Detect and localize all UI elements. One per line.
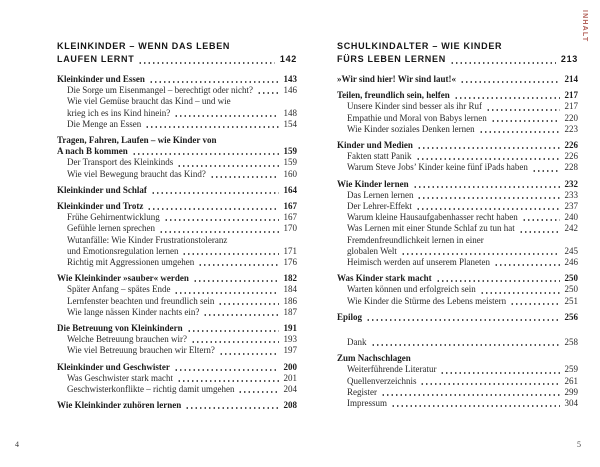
dot-leader [486,109,560,111]
page-ref: 193 [283,334,297,345]
page-ref: 259 [564,364,578,375]
toc-entry-text: Später Anfang – spätes Ende [67,284,171,295]
dot-leader [149,81,279,83]
toc-entry [57,307,297,318]
toc-section-title [57,273,297,284]
toc-entry-text: Quellenverzeichnis [347,375,417,386]
page-ref: 143 [283,74,297,84]
toc-entries [57,85,297,130]
toc-section [57,323,297,357]
dot-leader [480,292,560,294]
dot-leader [436,280,560,282]
toc-section-title-text: A nach B kommen [57,146,128,157]
toc-entries [337,337,578,348]
toc-section [57,74,297,130]
toc-entry [337,376,578,387]
page-ref: 160 [283,168,297,179]
toc-section-title-text: Wie Kleinkinder zuhören lernen [57,400,182,411]
toc-entry [337,398,578,409]
dot-leader [164,219,279,221]
inhalt-side-tab: INHALT [581,10,588,43]
toc-entry [57,96,297,107]
toc-section-title-text: Zum Nachschlagen [337,353,411,364]
page-ref: 237 [564,201,578,212]
dot-leader [174,115,278,117]
toc-entry-text: Fakten statt Panik [347,151,412,162]
chapter-title-line: LAUFEN LERNT [57,54,135,64]
chapter-title-line: KLEINKINDER – WENN DAS LEBEN [57,41,231,51]
page-ref: 226 [564,140,578,151]
dot-leader [510,303,559,305]
toc-entries [337,284,578,306]
toc-entry-text: Warum Steve Jobs’ Kinder keine fünf iPads haben [347,162,528,173]
dot-leader [450,62,556,64]
page-ref: 213 [560,54,578,64]
toc-entry [337,235,578,246]
page-ref: 191 [283,323,297,334]
toc-section-title [337,74,578,85]
toc-section-title [57,146,297,157]
chapter-title-row [57,53,297,66]
toc-entry [57,373,297,384]
page-ref: 167 [283,201,297,212]
page-ref: 233 [564,189,578,200]
toc-entry-text: Empathie und Moral von Babys lernen [347,112,487,123]
toc-section-title-text: Wie Kleinkinder »sauber« werden [57,273,189,284]
dot-leader [417,197,559,199]
toc-entry-text: Gefühle lernen sprechen [67,223,155,234]
dot-leader [371,344,560,346]
page-ref: 197 [283,345,297,356]
dot-leader [185,407,278,409]
page-ref: 217 [564,90,578,101]
page-ref: 164 [283,184,297,195]
toc-section-title-text: Kleinkinder und Geschwister [57,361,170,372]
toc-entry-text: Das Lernen lernen [347,189,414,200]
dot-leader [532,170,560,172]
page-ref: 171 [283,245,297,256]
toc-section-title [337,140,578,151]
dot-leader [440,372,559,374]
dot-leader [138,62,274,64]
page-ref: 242 [564,223,578,234]
toc-entry-text: Wie lange nässen Kinder nachts ein? [67,306,200,317]
toc-section-title [337,353,578,364]
toc-section [337,312,578,348]
folio-right: 5 [577,440,581,449]
dot-leader [494,264,560,266]
dot-leader [159,231,279,233]
toc-section-title-text: »Wir sind hier! Wir sind laut!« [337,74,456,84]
toc-entry [337,162,578,173]
dot-leader [391,405,560,407]
toc-entry-text: Dank [347,337,367,348]
toc-section [57,201,297,268]
dot-leader [203,314,278,316]
toc-entries [57,284,297,318]
toc-entry-text: Welche Betreuung brauchen wir? [67,334,187,345]
page-ref: 154 [283,118,297,129]
toc-entry-text: Was Geschwister stark macht [67,372,173,383]
toc-sections-right [337,74,578,409]
toc-section-title [57,74,297,85]
toc-entry-text: Heimisch werden auf unserem Planeten [347,257,490,268]
toc-entry [57,257,297,268]
toc-entry [337,101,578,112]
dot-leader [210,176,279,178]
toc-entry [337,364,578,375]
toc-section-title [57,135,297,146]
page-ref: 214 [564,74,578,84]
folio-left: 4 [15,440,19,449]
page-ref: 261 [564,375,578,386]
toc-entry-text: Lernfenster beachten und freundlich sein [67,295,215,306]
toc-entries [337,190,578,268]
toc-entry [337,284,578,295]
dot-leader [401,253,560,255]
toc-entry [57,384,297,395]
toc-entry [57,334,297,345]
dot-leader [366,319,559,321]
page-ref: 201 [283,372,297,383]
toc-section-title [57,323,297,334]
dot-leader [479,131,560,133]
toc-section-title [57,362,297,373]
dot-leader [522,219,560,221]
toc-entry [57,119,297,130]
toc-entry [57,235,297,246]
toc-entry-text: und Emotionsregulation lernen [67,245,179,256]
page-ref: 299 [564,386,578,397]
page-ref: 250 [564,273,578,284]
toc-section [337,90,578,135]
toc-entry-text: Wie viel Betreuung brauchen wir Eltern? [67,345,215,356]
toc-entry-text: Warum kleine Hausaufgabenhasser recht haben [347,212,518,223]
toc-entry [337,201,578,212]
toc-entry-text: Richtig mit Aggressionen umgehen [67,257,195,268]
toc-section [337,179,578,269]
toc-section [57,135,297,180]
toc-section-title [337,179,578,190]
page-ref: 251 [564,295,578,306]
page-ref: 142 [279,54,297,64]
toc-entry [337,387,578,398]
toc-entry-text: Wie Kinder die Stürme des Lebens meistern [347,295,507,306]
dot-leader [416,208,560,210]
toc-entry [337,223,578,234]
toc-entry-text: Wie viel Gemüse braucht das Kind – und wie [67,96,231,107]
dot-leader [416,158,560,160]
dot-leader [519,231,560,233]
dot-leader [198,264,278,266]
page-ref: 256 [564,311,578,322]
toc-entry-text: Die Menge an Essen [67,118,142,129]
page-ref: 223 [564,123,578,134]
toc-section-title [337,273,578,284]
page-ref: 232 [564,178,578,189]
page-ref: 170 [283,223,297,234]
toc-entry [337,190,578,201]
toc-section [57,185,297,196]
dot-leader [193,280,279,282]
toc-entry-text: globalen Welt [347,245,397,256]
page-ref: 187 [283,306,297,317]
page-ref: 246 [564,257,578,268]
toc-section-title [57,201,297,212]
page-ref: 220 [564,112,578,123]
toc-entry [337,246,578,257]
dot-leader [381,394,560,396]
toc-entry [57,212,297,223]
toc-section-title-text: Tragen, Fahren, Laufen – wie Kinder von [57,135,217,146]
page-ref: 204 [283,384,297,395]
page-ref: 148 [283,107,297,118]
toc-section-title [57,400,297,411]
toc-entry-text: Der Lehrer-Effekt [347,201,412,212]
toc-entry [57,223,297,234]
page-ref: 182 [283,273,297,284]
toc-entry [57,246,297,257]
toc-entry-text: krieg ich es ins Kind hinein? [67,107,171,118]
chapter-heading-left [57,40,297,66]
toc-section [57,400,297,411]
toc-entry [57,345,297,356]
page-ref: 226 [564,151,578,162]
toc-entries [337,364,578,409]
toc-entry-text: Impressum [347,398,387,409]
toc-section-title [337,90,578,101]
page-ref: 258 [564,337,578,348]
toc-entry-text: Wutanfälle: Wie Kinder Frustrationstoleranz [67,234,228,245]
toc-section-title-text: Epilog [337,311,363,322]
chapter-title-row [337,53,578,66]
toc-section-title-text: Teilen, freundlich sein, helfen [337,90,450,101]
toc-entry-text: Unsere Kinder sind besser als ihr Ruf [347,101,482,112]
page-ref: 228 [564,162,578,173]
chapter-title-row [57,40,297,53]
toc-entry-text: Wie Kinder soziales Denken lernen [347,123,475,134]
toc-entry [337,151,578,162]
page-ref: 146 [283,85,297,96]
dot-leader [454,97,560,99]
dot-leader [151,192,279,194]
toc-section-title-text: Was Kinder stark macht [337,273,432,284]
dot-leader [460,81,560,83]
toc-entry [57,284,297,295]
toc-entry [57,157,297,168]
chapter-heading-right [337,40,578,66]
page-ref: 167 [283,212,297,223]
toc-entries [337,151,578,173]
dot-leader [177,165,278,167]
page-ref: 250 [564,284,578,295]
toc-entry [337,113,578,124]
dot-leader [174,292,278,294]
toc-entry-text: Register [347,386,377,397]
toc-sections-left [57,74,297,411]
toc-entry [57,85,297,96]
toc-section-title-text: Kleinkinder und Trotz [57,201,144,212]
page-ref: 208 [283,400,297,411]
dot-leader [145,126,278,128]
toc-entry-text: Frühe Gehirnentwicklung [67,212,160,223]
toc-entries [57,334,297,356]
toc-section-title-text: Die Betreuung von Kleinkindern [57,323,183,334]
toc-section [337,74,578,85]
dot-leader [132,153,279,155]
toc-page-left [57,40,297,411]
toc-section [57,273,297,318]
page-ref: 159 [283,146,297,157]
toc-section [337,353,578,409]
toc-entries [57,373,297,395]
toc-entry [57,108,297,119]
toc-entry-text: Die Sorge um Eisenmangel – berechtigt oder nicht? [67,85,254,96]
page-ref: 304 [564,398,578,409]
toc-section-title [57,185,297,196]
page-ref: 159 [283,157,297,168]
toc-entry-text: Warten können und erfolgreich sein [347,284,476,295]
dot-leader [219,353,279,355]
toc-entry [337,337,578,348]
toc-section-title-text: Kleinkinder und Essen [57,74,145,84]
chapter-title-row [337,40,578,53]
toc-section [337,273,578,307]
toc-page-right [337,40,578,409]
page-ref: 245 [564,245,578,256]
page-ref: 200 [283,361,297,372]
toc-section [337,140,578,174]
page-ref: 217 [564,101,578,112]
toc-section-title [337,312,578,323]
dot-leader [147,208,278,210]
toc-entry-text: Fremdenfreundlichkeit lernen in einer [347,234,484,245]
page-ref: 240 [564,212,578,223]
dot-leader [187,330,279,332]
dot-leader [417,147,560,149]
toc-section [57,362,297,396]
toc-entry-text: Der Transport des Kleinkinds [67,157,174,168]
toc-entries [337,101,578,135]
toc-entry-text: Geschwisterkonflikte – richtig damit umgehen [67,384,235,395]
toc-entry [337,296,578,307]
toc-entry [337,257,578,268]
toc-entry-text: Wie viel Bewegung braucht das Kind? [67,168,206,179]
toc-entries [57,157,297,179]
toc-entries [57,212,297,268]
page-ref: 186 [283,295,297,306]
toc-section-title-text: Kleinkinder und Schlaf [57,184,147,195]
dot-leader [238,391,278,393]
chapter-title-line: SCHULKINDALTER – WIE KINDER [337,41,503,51]
page-ref: 184 [283,284,297,295]
chapter-title-line: FÜRS LEBEN LERNEN [337,54,446,64]
toc-entry [337,212,578,223]
dot-leader [182,253,278,255]
dot-leader [257,92,278,94]
dot-leader [218,303,278,305]
dot-leader [491,120,560,122]
toc-section-title-text: Wie Kinder lernen [337,178,409,189]
toc-entry-text: Was Lernen mit einer Stunde Schlaf zu tun hat [347,223,515,234]
dot-leader [191,341,279,343]
page-ref: 176 [283,257,297,268]
toc-entry-text: Weiterführende Literatur [347,364,437,375]
dot-leader [177,380,279,382]
toc-entry [57,296,297,307]
dot-leader [174,369,279,371]
dot-leader [413,186,560,188]
dot-leader [420,383,559,385]
toc-section-title-text: Kinder und Medien [337,140,413,151]
toc-entry [337,124,578,135]
toc-entry [57,169,297,180]
